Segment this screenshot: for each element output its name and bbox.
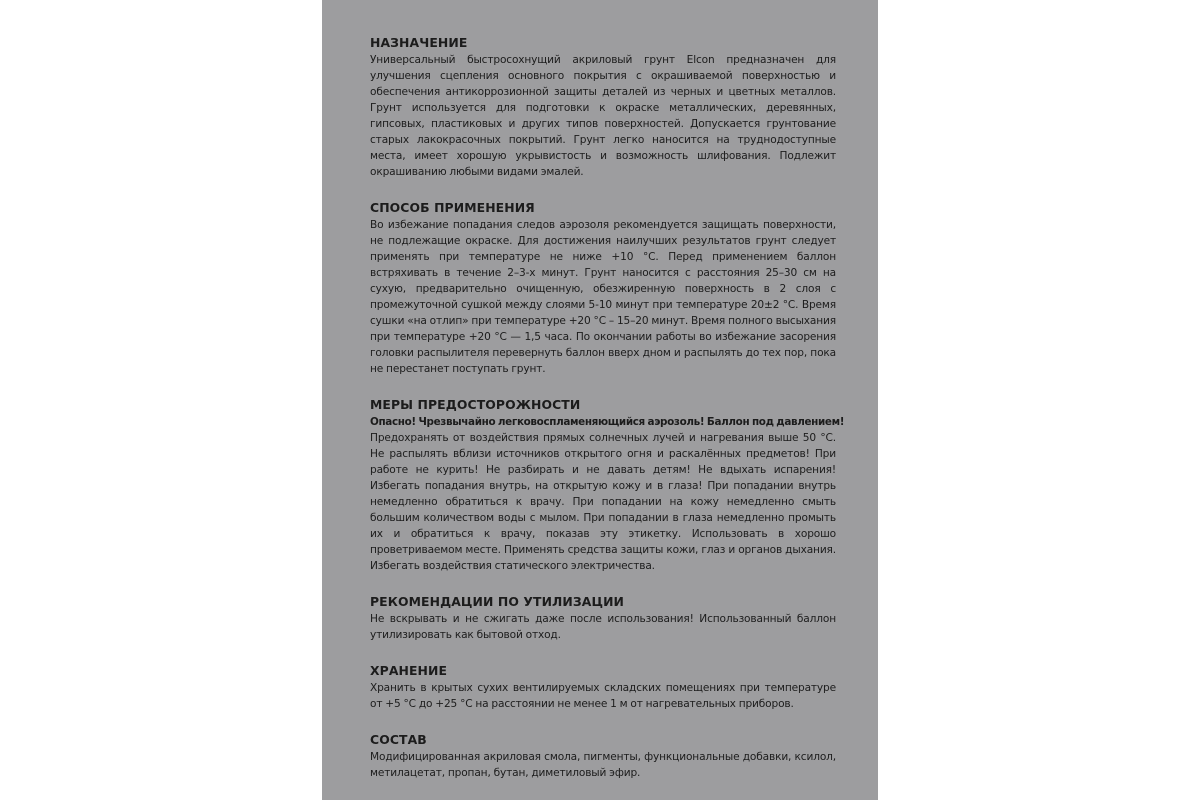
section-title-precautions: МЕРЫ ПРЕДОСТОРОЖНОСТИ — [370, 397, 581, 412]
label-panel — [322, 0, 878, 800]
section-title-disposal: РЕКОМЕНДАЦИИ ПО УТИЛИЗАЦИИ — [370, 594, 625, 609]
section-title-storage: ХРАНЕНИЕ — [370, 663, 448, 678]
section-precautions — [370, 397, 845, 574]
section-body-application: Во избежание попадания следов аэрозоля рекомендуется защищать поверхности, не подлежащие окраске. Для достижения наилучших результатов грунт следует применять при температуре не ниже +10 °С. Перед применением баллон встряхивать в течение 2–3-х минут. Грунт наносится с расстояния 25–30 см на сухую, предварительно очищенную, обезжиренную поверхность в 2 слоя с промежуточной сушкой между слоями 5-10 минут при температуре 20±2 °С. Время сушки «на отлип» при температуре +20 °С – 15–20 минут. Время полного высыхания при температуре +20 °С — 1,5 часа. По окончании работы во избежание засорения головки распылителя перевернуть баллон вверх дном и распылять до тех пор, пока не перестанет поступать грунт. — [370, 219, 836, 375]
section-title-purpose: НАЗНАЧЕНИЕ — [370, 35, 468, 50]
section-body-disposal: Не вскрывать и не сжигать даже после использования! Использованный баллон утилизировать как бытовой отход. — [370, 613, 836, 641]
section-storage — [370, 663, 836, 712]
section-body-storage: Хранить в крытых сухих вентилируемых складских помещениях при температуре от +5 °С до +25 °С на расстоянии не менее 1 м от нагревательных приборов. — [370, 682, 836, 710]
section-composition — [370, 732, 836, 781]
section-application — [370, 200, 836, 377]
section-disposal — [370, 594, 836, 643]
section-body-composition: Модифицированная акриловая смола, пигменты, функциональные добавки, ксилол, метилацетат, пропан, бутан, диметиловый эфир. — [370, 751, 836, 779]
section-body-purpose: Универсальный быстросохнущий акриловый грунт Elcon предназначен для улучшения сцепления основного покрытия с окрашиваемой поверхностью и обеспечения антикоррозионной защиты деталей из черных и цветных металлов. Грунт используется для подготовки к окраске металлических, деревянных, гипсовых, пластиковых и других типов поверхностей. Допускается грунтование старых лакокрасочных покрытий. Грунт легко наносится на труднодоступные места, имеет хорошую укрывистость и возможность шлифования. Подлежит окрашиванию любыми видами эмалей. — [370, 54, 836, 178]
section-title-application: СПОСОБ ПРИМЕНЕНИЯ — [370, 200, 535, 215]
section-title-composition: СОСТАВ — [370, 732, 427, 747]
hazard-warning: Опасно! Чрезвычайно легковоспламеняющийся аэрозоль! Баллон под давлением! — [370, 416, 845, 428]
section-purpose — [370, 35, 836, 180]
section-body-precautions: Предохранять от воздействия прямых солнечных лучей и нагревания выше 50 °С. Не распылять вблизи источников открытого огня и раскалённых предметов! При работе не курить! Не разбирать и не давать детям! Не вдыхать испарения! Избегать попадания внутрь, на открытую кожу и в глаза! При попадании внутрь немедленно обратиться к врачу. При попадании на кожу немедленно смыть большим количеством воды с мылом. При попадании в глаза немедленно промыть их и обратиться к врачу, показав эту этикетку. Использовать в хорошо проветриваемом месте. Применять средства защиты кожи, глаз и органов дыхания. Избегать воздействия статического электричества. — [370, 432, 836, 572]
